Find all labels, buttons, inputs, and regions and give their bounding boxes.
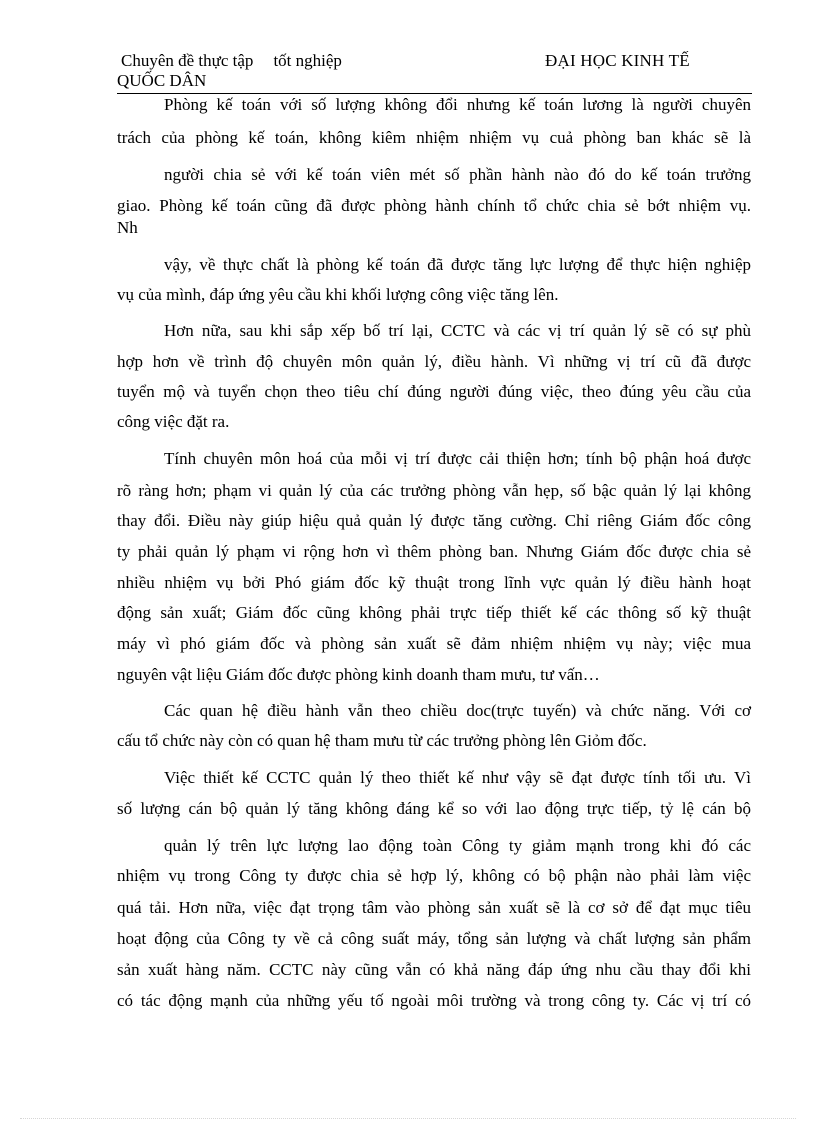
text-line: thay đổi. Điều này giúp hiệu quả quản lý được tăng cường. Chỉ riêng Giám đốc công: [117, 511, 751, 530]
text-line: Các quan hệ điều hành vẫn theo chiều doc(trực tuyến) và chức năng. Với cơ: [164, 701, 751, 720]
text-line: hợp hơn về trình độ chuyên môn quản lý, điều hành. Vì những vị trí cũ đã được: [117, 352, 751, 371]
text-line: hoạt động của Công ty về cả công suất máy, tổng sản lượng và chất lượng sản phẩm: [117, 929, 751, 948]
text-line: nhiệm vụ trong Công ty được chia sẻ hợp lý, không có bộ phận nào phải làm việc: [117, 866, 751, 885]
text-line: máy vì phó giám đốc và phòng sản xuất sẽ đảm nhiệm nhiệm vụ này; việc mua: [117, 634, 751, 653]
text-line: Hơn nữa, sau khi sắp xếp bố trí lại, CCTC và các vị trí quản lý sẽ có sự phù: [164, 321, 751, 340]
text-line: tuyển mộ và tuyển chọn theo tiêu chí đúng người đúng việc, theo đúng yêu cầu của: [117, 382, 751, 401]
text-line: người chia sẻ với kế toán viên mét số phần hành nào đó do kế toán trưởng: [164, 165, 751, 184]
text-line: Việc thiết kế CCTC quản lý theo thiết kế như vậy sẽ đạt được tính tối ưu. Vì: [164, 768, 751, 787]
header-left-part-a: Chuyên đề thực tập: [121, 51, 254, 70]
text-line: vụ của mình, đáp ứng yêu cầu khi khối lượng công việc tăng lên.: [117, 285, 559, 304]
text-line: ty phải quản lý phạm vi rộng hơn vì thêm phòng ban. Nhưng Giám đốc được chia sẻ: [117, 542, 751, 561]
text-line: động sản xuất; Giám đốc cũng không phải trực tiếp thiết kế các thông số kỹ thuật: [117, 603, 751, 622]
text-line: vậy, về thực chất là phòng kế toán đã được tăng lực lượng để thực hiện nghiệp: [164, 255, 751, 274]
header-left: [121, 50, 342, 71]
text-line: nhiều nhiệm vụ bởi Phó giám đốc kỹ thuật trong lĩnh vực quản lý điều hành hoạt: [117, 573, 751, 592]
text-line: cấu tổ chức này còn có quan hệ tham mưu từ các trưởng phòng lên Giỏm đốc.: [117, 731, 647, 750]
page-bottom-divider: [20, 1118, 796, 1119]
text-line: Nh: [117, 218, 138, 237]
text-line: Tính chuyên môn hoá của mỗi vị trí được cải thiện hơn; tính bộ phận hoá được: [164, 449, 751, 468]
text-line: rõ ràng hơn; phạm vi quản lý của các trưởng phòng vẫn hẹp, số bậc quản lý lại không: [117, 481, 751, 500]
header-right: ĐẠI HỌC KINH TẾ: [545, 51, 690, 70]
text-line: trách của phòng kế toán, không kiêm nhiệm nhiệm vụ cuả phòng ban khác sẽ là: [117, 128, 751, 147]
header-continuation: QUỐC DÂN: [117, 71, 207, 90]
text-line: Phòng kế toán với số lượng không đổi nhưng kế toán lương là người chuyên: [164, 95, 751, 114]
page-header: [117, 48, 753, 94]
text-line: giao. Phòng kế toán cũng đã được phòng hành chính tổ chức chia sẻ bớt nhiệm vụ.: [117, 196, 751, 215]
text-line: quá tải. Hơn nữa, việc đạt trọng tâm vào phòng sản xuất sẽ là cơ sở để đạt mục tiêu: [117, 898, 751, 917]
text-line: quản lý trên lực lượng lao động toàn Công ty giảm mạnh trong khi đó các: [164, 836, 751, 855]
text-line: có tác động mạnh của những yếu tố ngoài môi trường và trong công ty. Các vị trí có: [117, 991, 751, 1010]
text-line: sản xuất hàng năm. CCTC này cũng vẫn có khả năng đáp ứng nhu cầu thay đổi khi: [117, 960, 751, 979]
text-line: công việc đặt ra.: [117, 412, 230, 431]
text-line: nguyên vật liệu Giám đốc được phòng kinh doanh tham mưu, tư vấn…: [117, 665, 600, 684]
text-line: số lượng cán bộ quản lý tăng không đáng kể so với lao động trực tiếp, tỷ lệ cán bộ: [117, 799, 751, 818]
header-left-part-b: tốt nghiệp: [273, 51, 342, 70]
